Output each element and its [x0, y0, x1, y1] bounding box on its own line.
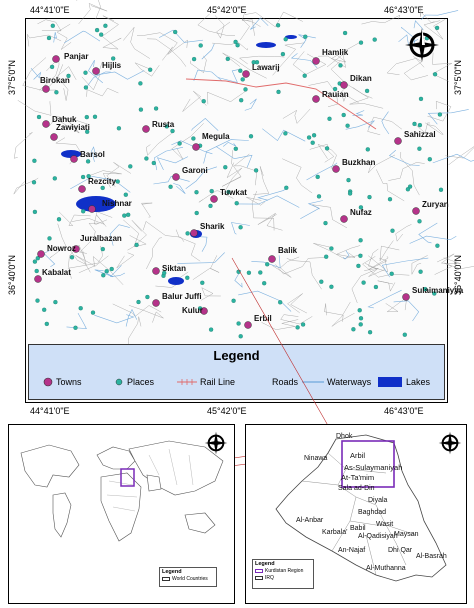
- legend-waterways-label: Waterways: [327, 377, 372, 387]
- iraq-legend-item-irq: [255, 575, 311, 581]
- town-label: Kabalat: [42, 268, 71, 277]
- world-north-arrow-icon: [204, 431, 228, 455]
- legend-towns-label: Towns: [56, 377, 82, 387]
- town-label: Lawarij: [252, 63, 280, 72]
- province-label: Wasit: [376, 521, 394, 528]
- town-label: Hijlis: [102, 61, 122, 70]
- iraq-north-arrow-icon: [438, 431, 462, 455]
- coord-bottom-3: 46°43'0"E: [384, 406, 424, 416]
- world-legend-title: Legend: [162, 569, 182, 575]
- town-label: Kulur: [182, 306, 203, 315]
- province-label: Ninawa: [304, 455, 328, 462]
- world-legend: [159, 567, 217, 587]
- coord-top-1: 44°41'0"E: [30, 5, 70, 15]
- coord-right-2: 36°40'0"N: [453, 254, 463, 295]
- province-label: At-Ta'mim: [341, 473, 375, 482]
- town-label: Dikan: [350, 74, 372, 83]
- legend-rail-label: Rail Line: [200, 377, 236, 387]
- town-label: Buzkhan: [342, 158, 376, 167]
- iraq-locator-map[interactable]: [245, 424, 467, 604]
- province-label: As-Sulaymaniyah: [344, 463, 403, 472]
- coord-top-2: 45°42'0"E: [207, 5, 247, 15]
- town-label: Zuryan: [422, 200, 449, 209]
- province-label: Al-Muthanna: [366, 565, 406, 572]
- town-label: Balik: [278, 246, 298, 255]
- town-label: Nufaz: [350, 208, 372, 217]
- town-label: Zawiyiati: [56, 123, 90, 132]
- iraq-legend-label-irq: IRQ: [265, 575, 274, 581]
- coord-bottom-2: 45°42'0"E: [207, 406, 247, 416]
- town-label: Sahizzal: [404, 130, 436, 139]
- coord-right-1: 37°5'0"N: [453, 59, 463, 95]
- province-label: Karbala': [322, 529, 348, 536]
- legend-roads-label: Roads: [272, 377, 299, 387]
- town-label: Hamlik: [322, 48, 349, 57]
- province-label: Dhi Qar: [388, 547, 413, 554]
- town-label: Panjar: [64, 52, 89, 61]
- coord-left-2: 36°40'0"N: [7, 254, 17, 295]
- town-label: Balur Juffi: [162, 292, 202, 301]
- province-label: Baghdad: [358, 509, 387, 516]
- town-label: Garoni: [182, 166, 208, 175]
- province-label: Al-Basrah: [416, 553, 447, 560]
- legend-lakes-label: Lakes: [406, 377, 431, 387]
- town-label: Birokan: [40, 76, 70, 85]
- town-label: Barsol: [80, 150, 105, 159]
- town-label: Juralbazan: [80, 234, 122, 243]
- province-label: Babil: [350, 525, 366, 532]
- town-label: Tuwkat: [220, 188, 247, 197]
- town-label: Rezcity: [88, 177, 117, 186]
- town-label: Rusta: [152, 120, 175, 129]
- province-label: Al-Qadisiyah: [358, 533, 398, 540]
- world-locator-map[interactable]: [8, 424, 235, 604]
- world-legend-label: World Countries: [172, 576, 208, 582]
- iraq-legend: [252, 559, 314, 589]
- coord-bottom-1: 44°41'0"E: [30, 406, 70, 416]
- town-label: Rauian: [322, 90, 349, 99]
- town-label: Sulaimaniyya: [412, 286, 464, 295]
- province-label: Arbil: [350, 451, 366, 460]
- world-legend-item: [162, 576, 214, 582]
- province-label: Al-Anbar: [296, 517, 324, 524]
- town-label: Nowroz: [47, 244, 76, 253]
- province-label: Dhok: [336, 433, 353, 440]
- coord-top-3: 46°43'0"E: [384, 5, 424, 15]
- province-label: Diyala: [368, 497, 388, 504]
- town-label: Erbil: [254, 314, 272, 323]
- iraq-legend-label-kurdistan: Kurdistan Region: [265, 568, 304, 574]
- province-label: Sala ad-Din: [338, 485, 375, 492]
- iraq-legend-title: Legend: [255, 561, 275, 567]
- town-label: Megula: [202, 132, 230, 141]
- province-label: Maysan: [394, 531, 419, 538]
- province-label: An-Najaf: [338, 547, 366, 554]
- legend-title: Legend: [213, 348, 260, 363]
- coord-left-1: 37°5'0"N: [7, 59, 17, 95]
- town-label: Nishnar: [102, 199, 132, 208]
- town-label: Siktan: [162, 264, 187, 273]
- town-label: Dahuk: [52, 115, 77, 124]
- legend-places-label: Places: [127, 377, 155, 387]
- town-label: Sharik: [200, 222, 225, 231]
- iraq-legend-item-kurdistan: [255, 568, 311, 574]
